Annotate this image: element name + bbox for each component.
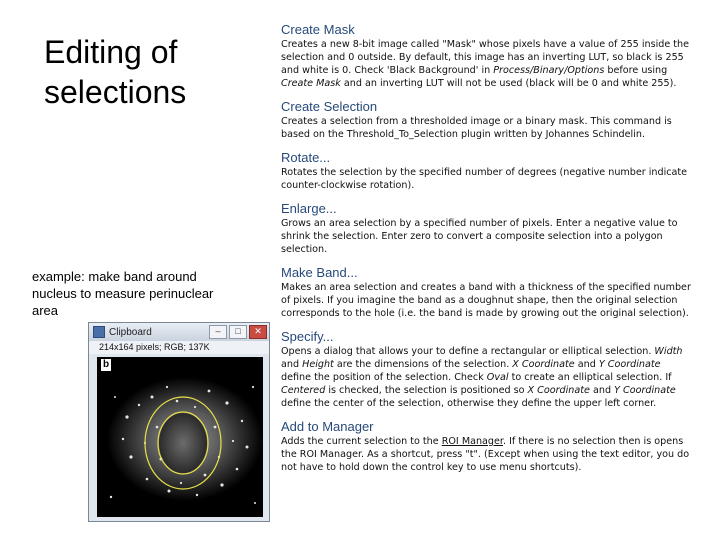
description-text: are the dimensions of the selection. <box>333 359 513 370</box>
italic-term: Y Coordinate <box>598 359 661 370</box>
italic-term: Create Mask <box>281 78 341 89</box>
italic-term: Centered <box>281 385 326 396</box>
nucleus <box>159 413 207 473</box>
minimize-button[interactable]: – <box>209 325 227 339</box>
command-description <box>281 115 691 141</box>
command-rotate <box>281 150 691 192</box>
command-specify <box>281 329 691 410</box>
command-description <box>281 345 691 410</box>
command-description <box>281 435 691 474</box>
command-title: Create Selection <box>281 99 378 114</box>
description-text: and <box>589 385 615 396</box>
command-title: Create Mask <box>281 22 355 37</box>
example-caption: example: make band around nucleus to measure perinuclear area <box>32 269 214 318</box>
description-text: and <box>574 359 599 370</box>
description-text: Creates a new 8-bit image called "Mask" whose pixels have a value of 255 inside the selection and 0 outside. By default, this image has an inverting LUT, so black is 255 and white is 0. Check 'Black Background' in <box>281 39 690 76</box>
command-title: Make Band... <box>281 265 358 280</box>
italic-term: Process/Binary/Options <box>493 65 605 76</box>
command-create-selection <box>281 99 691 141</box>
description-text: before using <box>604 65 668 76</box>
italic-term: X Coordinate <box>527 385 590 396</box>
description-text: Opens a dialog that allows your to define a rectangular or elliptical selection. <box>281 346 655 357</box>
cell-micrograph <box>97 357 263 517</box>
description-text: is checked, the selection is positioned so <box>325 385 528 396</box>
slide-title-line-2: selections <box>44 74 187 110</box>
panel-letter: b <box>102 359 110 370</box>
maximize-button[interactable]: □ <box>229 325 247 339</box>
cell-image[interactable] <box>97 357 263 517</box>
command-enlarge <box>281 201 691 256</box>
command-create-mask <box>281 22 691 90</box>
command-description <box>281 281 691 320</box>
command-title: Add to Manager <box>281 419 374 434</box>
description-text: and <box>281 359 303 370</box>
command-title: Rotate... <box>281 150 331 165</box>
description-text: Makes an area selection and creates a band with a thickness of the specified number of pixels. If you imagine the band as a doughnut shape, then the original selection corresponds to the hole (i.e. the band is made by growing out the original selection). <box>281 282 691 319</box>
image-info-bar: 214x164 pixels; RGB; 137K <box>89 341 269 354</box>
clipboard-window <box>88 322 270 522</box>
description-text: Rotates the selection by the specified number of degrees (negative number indicate counter-clockwise rotation). <box>281 167 688 191</box>
command-description <box>281 217 691 256</box>
command-make-band <box>281 265 691 320</box>
imagej-app-icon <box>93 326 105 338</box>
description-text: define the position of the selection. Check <box>281 372 487 383</box>
command-description <box>281 38 691 90</box>
italic-term: X Coordinate <box>512 359 575 370</box>
description-text: Creates a selection from a thresholded image or a binary mask. This command is based on the Threshold_To_Selection plugin written by Johannes Schindelin. <box>281 116 672 140</box>
command-description <box>281 166 691 192</box>
description-text: Grows an area selection by a specified number of pixels. Enter a negative value to shrink the selection. Enter zero to convert a composite selection into a polygon selection. <box>281 218 678 255</box>
clipboard-title: Clipboard <box>109 326 152 338</box>
command-title: Enlarge... <box>281 201 337 216</box>
italic-term: Height <box>302 359 334 370</box>
italic-term: Oval <box>486 372 509 383</box>
slide-title <box>44 32 244 112</box>
description-text: define the center of the selection, otherwise they define the upper left corner. <box>281 398 657 409</box>
description-text: Adds the current selection to the <box>281 436 442 447</box>
description-text: . If there is no selection then is opens the ROI Manager. As a shortcut, press "t". (Except when using the text editor, you do not have to hold down the control key to use menu shortcuts). <box>281 436 690 473</box>
description-text: to create an elliptical selection. If <box>508 372 672 383</box>
command-title: Specify... <box>281 329 334 344</box>
slide-title-line-1: Editing of <box>44 34 178 70</box>
close-button[interactable]: ✕ <box>249 325 267 339</box>
italic-term: Y Coordinate <box>614 385 676 396</box>
command-add-to-manager <box>281 419 691 474</box>
italic-term: Width <box>654 346 683 357</box>
clipboard-titlebar[interactable] <box>89 323 269 341</box>
roi-manager-link[interactable]: ROI Manager <box>441 436 503 447</box>
description-text: and an inverting LUT will not be used (black will be 0 and white 255). <box>340 78 677 89</box>
command-docs <box>281 22 691 483</box>
